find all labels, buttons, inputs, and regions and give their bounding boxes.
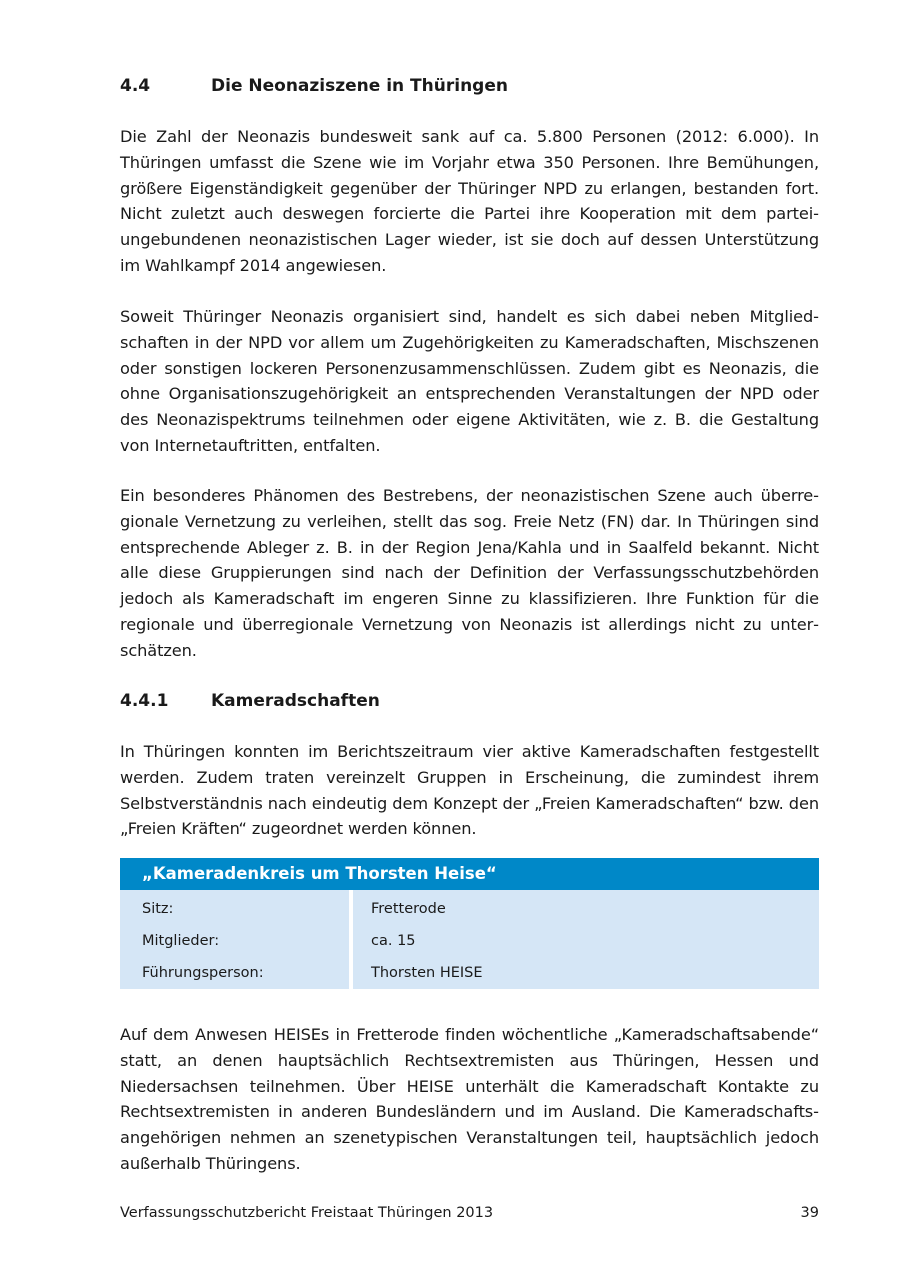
- paragraph-neonazi-numbers: Die Zahl der Neonazis bundesweit sank auf ca. 5.800 Personen (2012: 6.000). In Thüringen umfasst die Szene wie im Vorjahr etwa 350 Personen. Ihre Bemühungen, größere Eigenständigkeit gegenüber der Thüringer NPD zu erlangen, bestanden fort. Nicht zuletzt auch deswegen forcierte die Partei ihre Kooperation mit dem parteiungebundenen neonazistischen Lager wieder, ist sie doch auf dessen Unterstützung im Wahlkampf 2014 angewiesen.: [120, 127, 819, 275]
- paragraph-freies-netz: Ein besonderes Phänomen des Bestrebens, der neonazistischen Szene auch überregionale Vernetzung zu verleihen, stellt das sog. Freie Netz (FN) dar. In Thüringen sind entsprechende Ableger z. B. in der Region Jena/Kahla und in Saalfeld bekannt. Nicht alle diese Gruppierungen sind nach der Definition der Verfassungsschutzbehörden jedoch als Kameradschaft im engeren Sinne zu klassifizieren. Ihre Funktion für die regionale und überregionale Vernetzung von Neonazis ist allerdings nicht zu unterschätzen.: [120, 486, 819, 660]
- info-value: Fretterode: [371, 901, 446, 917]
- info-label: Mitglieder:: [142, 933, 220, 949]
- paragraph-organisation: Soweit Thüringer Neonazis organisiert sind, handelt es sich dabei neben Mitgliedschaften in der NPD vor allem um Zugehörigkeiten zu Kameradschaften, Mischszenen oder sonstigen lockeren Personenzusammenschlüssen. Zudem gibt es Neonazis, die ohne Organisationszugehörigkeit an entsprechenden Veranstaltungen der NPD oder des Neonazispektrums teilnehmen oder eigene Aktivitäten, wie z. B. die Gestaltung von Internetauftritten, entfalten.: [120, 307, 819, 455]
- info-value: Thorsten HEISE: [371, 965, 483, 981]
- footer-publication: Verfassungsschutzbericht Freistaat Thüringen 2013: [120, 1205, 494, 1221]
- section-number: 4.4.1: [120, 691, 169, 711]
- info-label: Sitz:: [142, 901, 174, 917]
- page-footer: [120, 1203, 819, 1223]
- info-row-mitglieder: [120, 925, 819, 957]
- info-row-fuehrungsperson: [120, 957, 819, 989]
- info-box-title: „Kameradenkreis um Thorsten Heise“: [120, 858, 819, 890]
- section-title: Kameradschaften: [211, 691, 380, 711]
- section-number: 4.4: [120, 76, 151, 96]
- section-heading-4-4-1: [120, 690, 380, 712]
- section-title: Die Neonaziszene in Thüringen: [211, 76, 508, 96]
- info-box-kameradenkreis: [120, 858, 819, 989]
- paragraph-kameradschaften: In Thüringen konnten im Berichtszeitraum vier aktive Kameradschaften festgestellt werden. Zudem traten vereinzelt Gruppen in Erscheinung, die zumindest ihrem Selbstverständnis nach eindeutig dem Konzept der „Freien Kameradschaften“ bzw. den „Freien Kräften“ zugeordnet werden können.: [120, 742, 819, 839]
- info-label: Führungsperson:: [142, 965, 264, 981]
- info-value: ca. 15: [371, 933, 416, 949]
- info-row-sitz: [120, 893, 819, 925]
- paragraph-heise-anwesen: Auf dem Anwesen HEISEs in Fretterode finden wöchentliche „Kameradschaftsabende“ statt, an denen hauptsächlich Rechtsextremisten aus Thüringen, Hessen und Niedersachsen teilnehmen. Über HEISE unterhält die Kameradschaft Kontakte zu Rechtsextremisten in anderen Bundesländern und im Ausland. Die Kameradschaftsangehörigen nehmen an szenetypischen Veranstaltungen teil, hauptsächlich jedoch außerhalb Thüringens.: [120, 1025, 819, 1173]
- section-heading-4-4: [120, 75, 508, 97]
- page-number: 39: [800, 1205, 819, 1221]
